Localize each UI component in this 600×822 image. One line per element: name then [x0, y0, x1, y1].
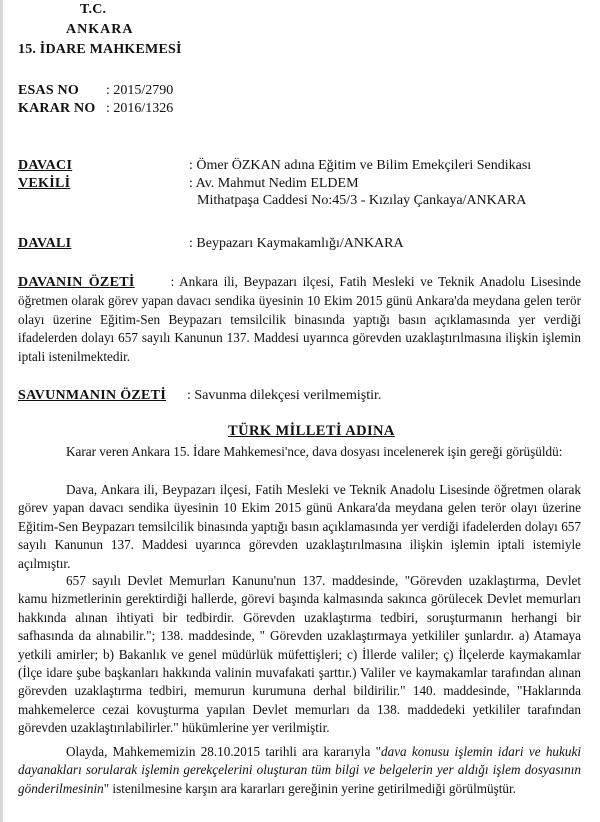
body-paragraph-1	[18, 443, 581, 461]
karar-label: KARAR NO	[18, 101, 96, 116]
davaci-label: DAVACI	[18, 158, 73, 173]
judgment-title: TÜRK MİLLETİ ADINA	[228, 423, 395, 439]
body-paragraph-4-quote: dava konusu işlemin idari ve hukuki dayanakları sorularak işlemin gerekçelerini oluşturan tüm bilgi ve belgelerin yer aldığı işlem dosyasının gönderilmesinin	[18, 744, 581, 796]
header-tc: T.C.	[80, 2, 107, 17]
defense-summary-text: : Savunma dilekçesi verilmemiştir.	[187, 388, 382, 403]
davali-label: DAVALI	[18, 236, 72, 251]
body-paragraph-2	[18, 481, 581, 573]
body-paragraph-4-end: " istenilmesine karşın ara kararları gereğinin yerine getirilmediği görülmüştür.	[103, 780, 516, 796]
body-paragraph-3	[18, 572, 581, 738]
case-summary	[18, 273, 581, 366]
body-paragraph-3-text: 657 sayılı Devlet Memurları Kanunu'nun 137. maddesinde, "Görevden uzaklaştırma, Devlet kamu hizmetlerinin gerektirdiği hallerde, görevi başında kalmasında sakınca görülecek Devlet memurları hakkında alınan ihtiyati bir tedbirdir. Görevden uzaklaştırma tedbiri, soruşturmanın herhangi bir safhasında da alınabilir."; 138. maddesinde, " Görevden uzaklaştırmaya yetkililer şunlardır. a) Atamaya yetkili amirler; b) Bakanlık ve genel müdürlük müfettişleri; c) İllerde valiler; ç) İlçelerde kaymakamlar (İlçe idare şube başkanları hakkında valinin muvafakati şarttır.) Valiler ve kaymakamlar tarafından alınan görevden uzaklaştırma tedbiri, memurun kurumuna derhal bildirilir." 140. maddesinde, "Haklarında mahkemelerce cezai kovuşturma yapılan Devlet memurları da 138. maddedeki yetkililer tarafından görevden uzaklaştırılabilirler." hükümlerine yer verilmiştir.	[18, 573, 581, 736]
body-paragraph-4	[18, 743, 581, 798]
davaci-value: : Ömer ÖZKAN adına Eğitim ve Bilim Emekçileri Sendikası	[189, 158, 532, 173]
defense-summary-label: SAVUNMANIN ÖZETİ	[18, 388, 167, 403]
esas-label: ESAS NO	[18, 83, 79, 98]
vekili-value: : Av. Mahmut Nedim ELDEM	[189, 176, 359, 191]
case-summary-label: DAVANIN ÖZETİ	[18, 275, 135, 290]
karar-value: : 2016/1326	[106, 101, 174, 116]
body-paragraph-2-text: Dava, Ankara ili, Beypazarı ilçesi, Fatih Mesleki ve Teknik Anadolu Lisesinde öğretmen olarak görev yapan davacı sendika üyesinin 10 Ekim 2015 günü Ankara'da meydana gelen terör olayı üzerine Eğitim-Sen Beypazarı temsilcilik binasında yaptığı basın açıklamasında yer verdiği ifadelerden dolayı 657 sayılı Kanunun 137. Maddesi uyarınca görevden uzaklaştırılmasına ilişkin işlemin iptali istemiyle açılmıştır.	[18, 482, 581, 571]
body-paragraph-4-start: Olayda, Mahkememizin 28.10.2015 tarihli ara kararıyla "	[66, 744, 381, 759]
header-court: 15. İDARE MAHKEMESİ	[18, 42, 182, 57]
body-paragraph-1-text: Karar veren Ankara 15. İdare Mahkemesi'nce, dava dosyası incelenerek işin gereği görüşüldü:	[66, 444, 563, 459]
vekili-address: Mithatpaşa Caddesi No:45/3 - Kızılay Çankaya/ANKARA	[197, 193, 527, 208]
case-summary-text: : Ankara ili, Beypazarı ilçesi, Fatih Mesleki ve Teknik Anadolu Lisesinde öğretmen olarak görev yapan davacı sendika üyesinin 10 Ekim 2015 günü Ankara'da meydana gelen terör olayı üzerine Eğitim-Sen Beypazarı temsilcilik binasında yaptığı basın açıklamasında yer verdiği ifadelerden dolayı 657 sayılı Kanunun 137. Maddesi uyarınca görevden uzaklaştırılmasına ilişkin işlemin iptali istenilmektedir.	[18, 274, 581, 364]
header-city: ANKARA	[66, 22, 134, 37]
scan-edge	[0, 0, 3, 822]
esas-value: : 2015/2790	[106, 83, 174, 98]
vekili-label: VEKİLİ	[18, 176, 71, 191]
davali-value: : Beypazarı Kaymakamlığı/ANKARA	[189, 236, 404, 251]
